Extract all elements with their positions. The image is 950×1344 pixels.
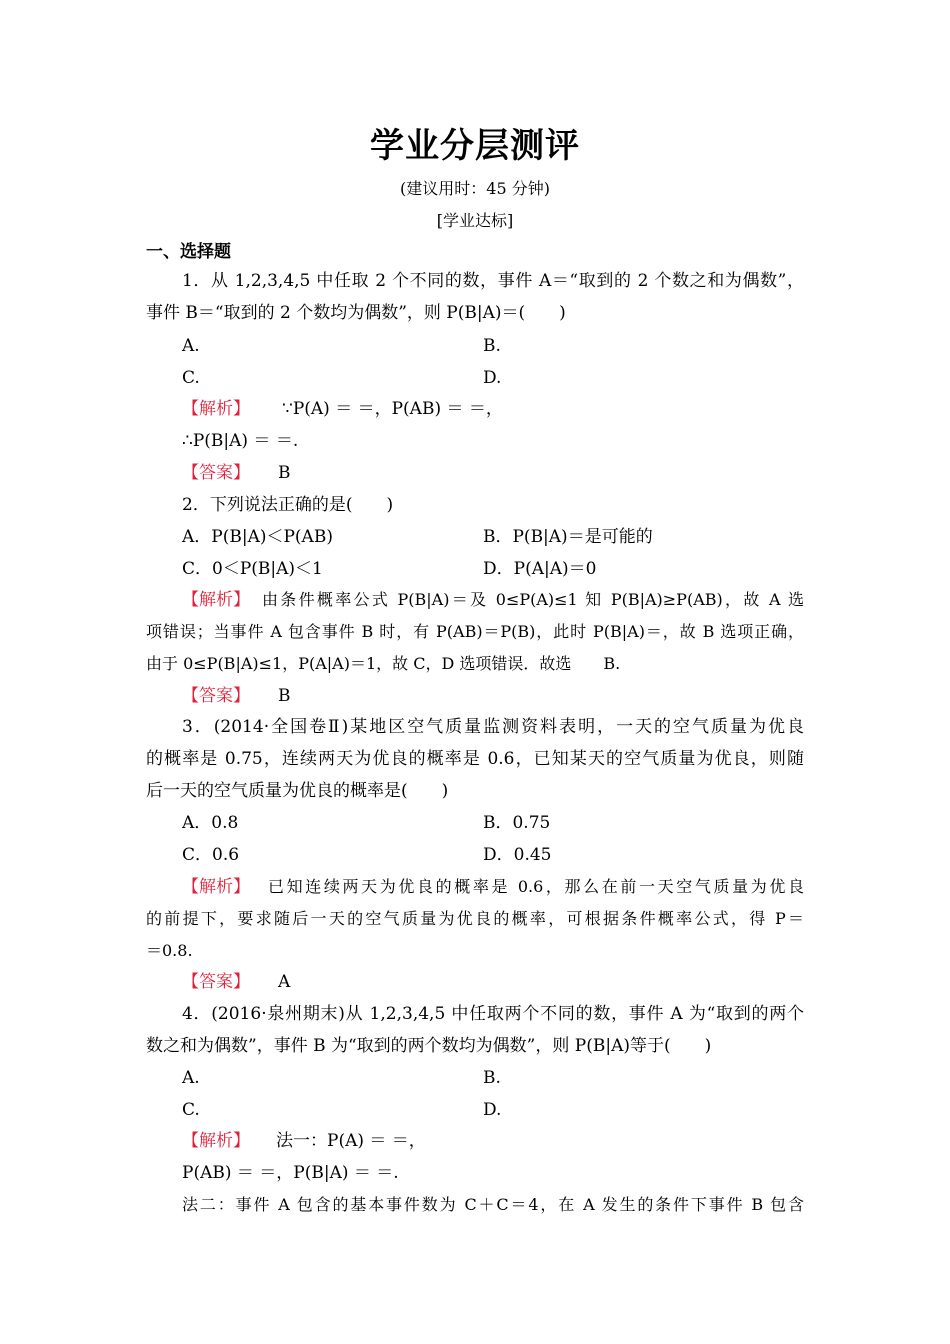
q1-jiexi-mark: 【解析】	[182, 399, 250, 419]
q2-option-d: D．P(A|A)＝0	[483, 559, 597, 579]
q4-option-d: D.	[483, 1100, 502, 1120]
q2-answer-mark: 【答案】	[182, 686, 250, 706]
q2-stem: 2．下列说法正确的是( )	[182, 495, 394, 515]
q1-option-b: B.	[483, 336, 501, 356]
q3-jiexi-line2: 的前提下，要求随后一天的空气质量为优良的概率，可根据条件概率公式，得 P＝	[146, 909, 804, 928]
q4-jiexi-mark: 【解析】	[182, 1131, 250, 1151]
time-suggestion: (建议用时：45 分钟)	[400, 179, 550, 198]
q3-answer: A	[278, 972, 291, 992]
q4-stem-line2: 数之和为偶数”，事件 B 为“取到的两个数均为偶数”，则 P(B|A)等于( )	[146, 1036, 712, 1056]
q1-stem-line2: 事件 B＝“取到的 2 个数均为偶数”，则 P(B|A)＝( )	[146, 303, 566, 323]
page-title: 学业分层测评	[370, 126, 580, 166]
q3-option-d: D．0.45	[483, 845, 552, 865]
q3-jiexi-line1: 已知连续两天为优良的概率是 0.6，那么在前一天空气质量为优良	[268, 877, 804, 896]
q1-answer-mark: 【答案】	[182, 463, 250, 483]
q3-option-c: C．0.6	[182, 845, 240, 865]
q3-stem-line2: 的概率是 0.75，连续两天为优良的概率是 0.6，已知某天的空气质量为优良，则随	[146, 749, 804, 769]
q4-stem-line1: 4．(2016·泉州期末)从 1,2,3,4,5 中任取两个不同的数，事件 A 为“取到的两个	[182, 1004, 804, 1024]
q2-option-b: B．P(B|A)＝是可能的	[483, 527, 653, 547]
q2-jiexi-line3: 由于 0≤P(B|A)≤1，P(A|A)＝1，故 C，D 选项错误．故选 B.	[146, 654, 621, 673]
q2-jiexi-mark: 【解析】	[182, 590, 250, 610]
q3-stem-line3: 后一天的空气质量为优良的概率是( )	[146, 781, 449, 801]
q3-stem-line1: 3．(2014·全国卷Ⅱ)某地区空气质量监测资料表明，一天的空气质量为优良	[182, 717, 804, 737]
q1-jiexi-line1: ∵P(A) ＝ ＝，P(AB) ＝ ＝，	[282, 399, 503, 419]
q1-option-d: D.	[483, 368, 502, 388]
q3-option-b: B．0.75	[483, 813, 551, 833]
q2-answer: B	[278, 686, 291, 706]
q4-option-c: C.	[182, 1100, 200, 1120]
level-tag: [学业达标]	[436, 211, 514, 230]
q1-option-c: C.	[182, 368, 200, 388]
q4-option-b: B.	[483, 1068, 501, 1088]
q2-jiexi-line2: 项错误；当事件 A 包含事件 B 时，有 P(AB)＝P(B)，此时 P(B|A)＝，故 B 选项正确，	[146, 622, 804, 641]
q2-option-c: C．0＜P(B|A)＜1	[182, 559, 323, 579]
section-heading: 一、选择题	[146, 242, 231, 262]
q1-answer: B	[278, 463, 291, 483]
q1-stem-line1: 1．从 1,2,3,4,5 中任取 2 个不同的数，事件 A＝“取到的 2 个数之和为偶数”，	[182, 271, 804, 291]
q4-jiexi-line3: 法二：事件 A 包含的基本事件数为 C＋C＝4，在 A 发生的条件下事件 B 包含	[182, 1195, 804, 1214]
q1-jiexi-line2: ∴P(B|A) ＝ ＝.	[182, 431, 299, 451]
q4-jiexi-line2: P(AB) ＝ ＝，P(B|A) ＝ ＝.	[182, 1163, 399, 1183]
q2-option-a: A．P(B|A)＜P(AB)	[182, 527, 333, 547]
q3-jiexi-mark: 【解析】	[182, 877, 250, 897]
q1-option-a: A.	[182, 336, 200, 356]
q3-option-a: A．0.8	[182, 813, 239, 833]
q4-option-a: A.	[182, 1068, 200, 1088]
q3-answer-mark: 【答案】	[182, 972, 250, 992]
q3-jiexi-line3: ＝0.8.	[146, 941, 193, 960]
q2-jiexi-line1: 由条件概率公式 P(B|A)＝及 0≤P(A)≤1 知 P(B|A)≥P(AB)，故 A 选	[262, 590, 804, 609]
q4-jiexi-line1: 法一：P(A) ＝ ＝，	[276, 1131, 426, 1151]
